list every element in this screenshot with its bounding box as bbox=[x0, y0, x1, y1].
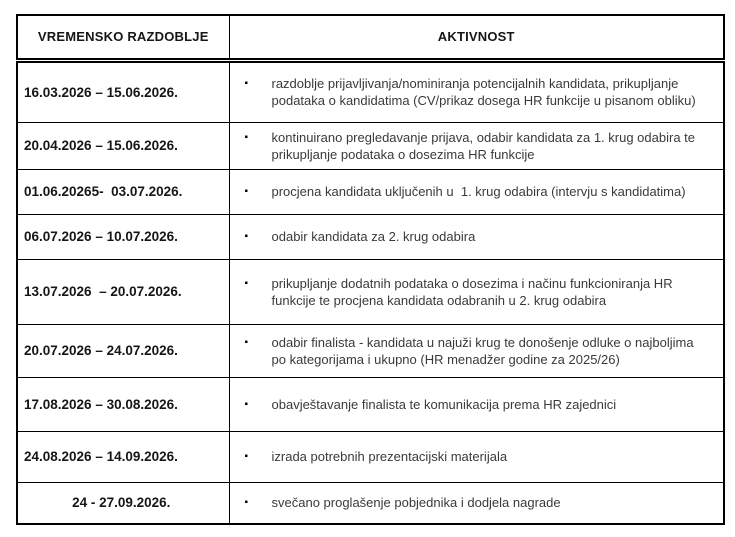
period-cell: 24.08.2026 – 14.09.2026. bbox=[17, 431, 229, 482]
period-cell: 06.07.2026 – 10.07.2026. bbox=[17, 214, 229, 259]
period-cell: 20.07.2026 – 24.07.2026. bbox=[17, 324, 229, 377]
bullet-icon: ▪ bbox=[244, 497, 249, 509]
table-row bbox=[17, 259, 724, 324]
bullet-icon: ▪ bbox=[244, 231, 249, 242]
activity-cell bbox=[229, 259, 724, 324]
activity-text: odabir kandidata za 2. krug odabira bbox=[271, 229, 476, 244]
table-header-row bbox=[17, 15, 724, 60]
activity-cell bbox=[229, 214, 724, 259]
period-cell: 16.03.2026 – 15.06.2026. bbox=[17, 60, 229, 122]
table-row bbox=[17, 377, 724, 431]
activity-cell bbox=[229, 60, 724, 122]
bullet-icon: ▪ bbox=[244, 131, 249, 143]
schedule-table-container bbox=[16, 14, 725, 525]
bullet-icon: ▪ bbox=[244, 398, 249, 410]
period-cell: 01.06.20265- 03.07.2026. bbox=[17, 169, 229, 214]
bullet-icon: ▪ bbox=[244, 451, 249, 462]
period-cell: 17.08.2026 – 30.08.2026. bbox=[17, 377, 229, 431]
bullet-icon: ▪ bbox=[244, 78, 249, 89]
activity-cell bbox=[229, 482, 724, 524]
bullet-icon: ▪ bbox=[244, 186, 249, 197]
column-header-activity: AKTIVNOST bbox=[229, 15, 724, 60]
activity-text: obavještavanje finalista te komunikacija prema HR zajednici bbox=[271, 396, 617, 412]
schedule-table bbox=[16, 14, 725, 525]
table-row bbox=[17, 169, 724, 214]
activity-cell bbox=[229, 377, 724, 431]
period-cell: 20.04.2026 – 15.06.2026. bbox=[17, 122, 229, 169]
bullet-icon: ▪ bbox=[244, 336, 249, 348]
table-row bbox=[17, 214, 724, 259]
activity-cell bbox=[229, 431, 724, 482]
table-row bbox=[17, 482, 724, 524]
table-row bbox=[17, 122, 724, 169]
activity-cell bbox=[229, 122, 724, 169]
table-row bbox=[17, 324, 724, 377]
activity-cell bbox=[229, 169, 724, 214]
activity-text: prikupljanje dodatnih podataka o dosezima i načinu funkcioniranja HR funkcije te procjena kandidata odabranih u 2. krug odabira bbox=[271, 275, 677, 308]
bullet-icon: ▪ bbox=[244, 277, 249, 289]
table-row bbox=[17, 431, 724, 482]
activity-text: kontinuirano pregledavanje prijava, odabir kandidata za 1. krug odabira te prikupljanje podataka o dosezima HR funkcije bbox=[271, 129, 699, 162]
table-row bbox=[17, 60, 724, 122]
column-header-period: VREMENSKO RAZDOBLJE bbox=[17, 15, 229, 60]
activity-text: procjena kandidata uključenih u 1. krug odabira (intervju s kandidatima) bbox=[271, 184, 686, 199]
activity-text: odabir finalista - kandidata u najuži krug te donošenje odluke o najboljima po kategorijama i ukupno (HR menadžer godine za 2025/26) bbox=[271, 334, 698, 367]
activity-text: svečano proglašenje pobjednika i dodjela nagrade bbox=[271, 495, 561, 511]
activity-text: razdoblje prijavljivanja/nominiranja potencijalnih kandidata, prikupljanje podataka o kandidatima (CV/prikaz dosega HR funkcije u pisanom obliku) bbox=[271, 76, 696, 108]
period-cell: 13.07.2026 – 20.07.2026. bbox=[17, 259, 229, 324]
period-cell: 24 - 27.09.2026. bbox=[17, 482, 229, 524]
activity-cell bbox=[229, 324, 724, 377]
activity-text: izrada potrebnih prezentacijski materijala bbox=[271, 449, 508, 464]
